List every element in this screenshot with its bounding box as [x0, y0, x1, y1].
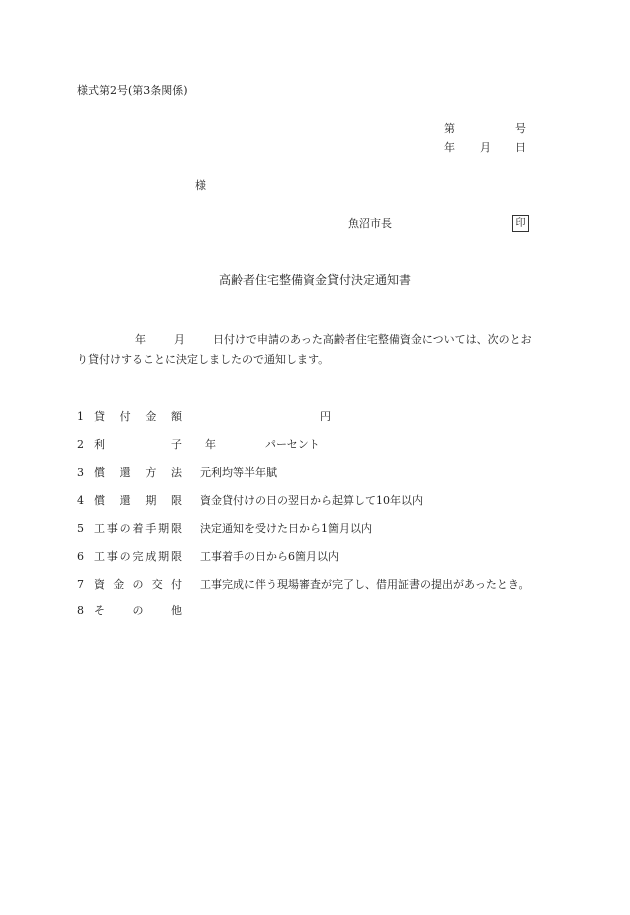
item-construction-start-deadline: 5 工事の着手期限 決定通知を受けた日から1箇月以内	[77, 522, 372, 535]
item-label: 償還方法	[94, 466, 182, 479]
seal-mark: 印	[512, 215, 529, 232]
date-month-label: 月	[480, 141, 491, 154]
item-value-a: 年	[205, 438, 216, 451]
item-label-a: 利	[94, 438, 105, 451]
item-label: 工事の着手期限	[94, 522, 182, 535]
item-value: 資金貸付けの日の翌日から起算して10年以内	[200, 494, 423, 507]
item-label: その他	[94, 604, 182, 617]
body-line-2: り貸付けすることに決定しましたので通知します。	[77, 353, 330, 366]
item-construction-completion-deadline: 6 工事の完成期限 工事着手の日から6箇月以内	[77, 550, 339, 563]
date-year-label: 年	[444, 141, 455, 154]
item-value: 元利均等半年賦	[200, 466, 277, 479]
item-label: 償還期限	[94, 494, 182, 507]
notice-body	[77, 330, 555, 370]
item-label: 貸付金額	[94, 410, 182, 423]
item-value: 決定通知を受けた日から1箇月以内	[200, 522, 372, 535]
document-title: 高齢者住宅整備資金貸付決定通知書	[219, 273, 412, 287]
item-value: 工事完成に伴う現場審査が完了し、借用証書の提出があったとき。	[200, 578, 530, 591]
body-year-label: 年	[135, 333, 146, 346]
body-month-label: 月	[174, 333, 185, 346]
item-label: 工事の完成期限	[94, 550, 182, 563]
document-number-prefix: 第	[444, 122, 455, 135]
item-value-b: パーセント	[265, 438, 320, 451]
item-interest: 2 利 子 年 パーセント	[77, 438, 320, 451]
document-number-suffix: 号	[515, 122, 526, 135]
item-value: 工事着手の日から6箇月以内	[200, 550, 339, 563]
item-label: 資金の交付	[94, 578, 182, 591]
date-day-label: 日	[515, 141, 526, 154]
item-other: 8 その他	[77, 604, 182, 617]
body-line-1: 日付けで申請のあった高齢者住宅整備資金については、次のとお	[213, 333, 532, 346]
issuer-name: 魚沼市長	[348, 217, 392, 230]
item-loan-amount: 1 貸付金額 円	[77, 410, 331, 423]
item-repayment-deadline: 4 償還期限 資金貸付けの日の翌日から起算して10年以内	[77, 494, 423, 507]
form-number-label: 様式第2号(第3条関係)	[77, 84, 188, 97]
item-value: 円	[320, 410, 331, 423]
item-fund-disbursement: 7 資金の交付 工事完成に伴う現場審査が完了し、借用証書の提出があったとき。	[77, 578, 530, 591]
addressee-honorific: 様	[195, 179, 206, 192]
item-repayment-method: 3 償還方法 元利均等半年賦	[77, 466, 277, 479]
item-label-b: 子	[171, 438, 182, 451]
